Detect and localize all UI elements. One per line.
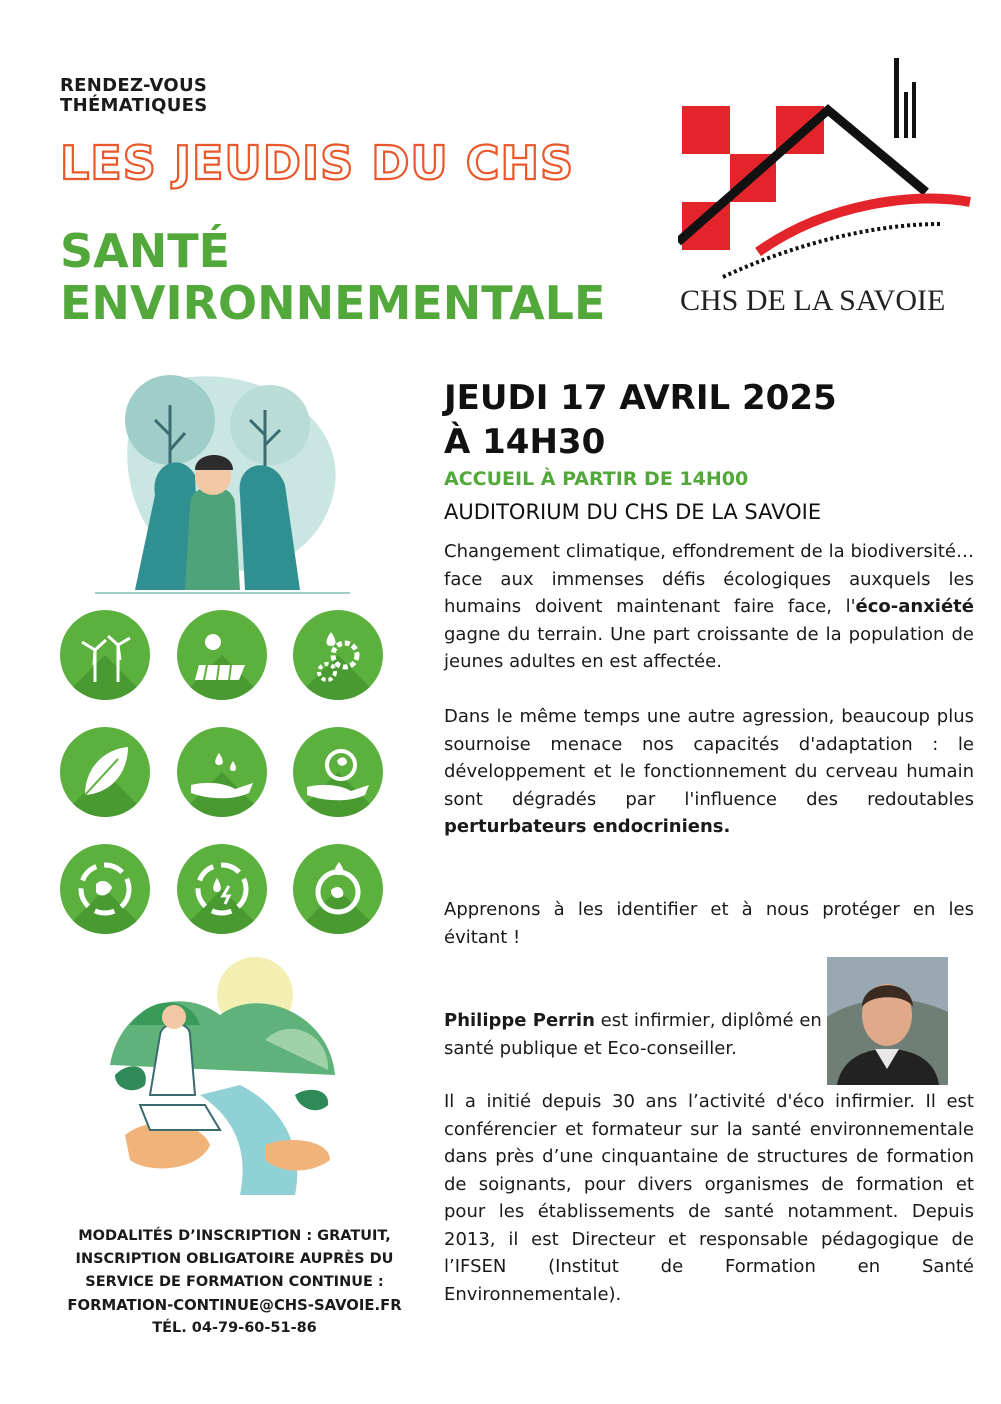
speaker-name: Philippe Perrin — [444, 1010, 595, 1031]
paragraph-call-to-action: Apprenons à les identifier et à nous protéger en les évitant ! — [444, 899, 974, 948]
paragraph-eco-anxiety — [444, 538, 974, 676]
leaf-icon — [60, 727, 150, 817]
speaker-intro — [444, 1007, 824, 1062]
registration-info — [52, 1225, 417, 1340]
registration-email[interactable]: FORMATION-CONTINUE@CHS-SAVOIE.FR — [67, 1297, 402, 1314]
event-venue: AUDITORIUM DU CHS DE LA SAVOIE — [444, 500, 822, 524]
registration-phone[interactable]: TÉL. 04-79-60-51-86 — [152, 1320, 317, 1336]
series-title: LES JEUDIS DU CHS — [60, 136, 575, 190]
gears-drops-icon — [293, 610, 383, 700]
speaker-intro-text: est infirmier, diplômé en santé publique et Eco-conseiller. — [444, 1010, 822, 1059]
hand-water-drops-icon — [177, 727, 267, 817]
chs-logo-graphic — [678, 52, 978, 322]
icon-grid — [60, 610, 380, 930]
welcome-time: ACCUEIL À PARTIR DE 14H00 — [444, 468, 749, 490]
theme-line-2: ENVIRONNEMENTALE — [60, 276, 606, 330]
p2-bold: perturbateurs endocriniens. — [444, 816, 731, 837]
hand-leaves-icon — [293, 727, 383, 817]
paragraph-endocrine — [444, 703, 974, 841]
theme-line-1: SANTÉ — [60, 224, 231, 278]
p1-text-b: gagne du terrain. Une part croissante de la population de jeunes adultes en est affectée. — [444, 623, 974, 672]
p1-text-a: Changement climatique, effondrement de la biodiversité… face aux immenses défis écologiques auxquels les humains doivent maintenant faire face, l' — [444, 541, 974, 617]
earth-leaf-icon — [293, 844, 383, 934]
chs-logo — [678, 52, 978, 322]
water-energy-cycle-icon — [177, 844, 267, 934]
registration-line-3: SERVICE DE FORMATION CONTINUE : — [85, 1274, 384, 1290]
event-time: À 14H30 — [444, 422, 606, 462]
solar-panel-icon — [177, 610, 267, 700]
earth-recycle-icon — [60, 844, 150, 934]
eco-anxiety-illustration — [95, 365, 350, 595]
speaker-bio: Il a initié depuis 30 ans l’activité d'éco infirmier. Il est conférencier et formateur sur la santé environnementale dans près d’une cinquantaine de structures de formation de soignants, pour divers organismes de formation et pour les établissements de santé notamment. Depuis 2013, il est Directeur et responsable pédagogique de l’IFSEN (Institut de Formation en Santé Environnementale). — [444, 1091, 974, 1305]
theme-title — [60, 225, 605, 329]
kicker-line-2: THÉMATIQUES — [60, 95, 208, 116]
registration-line-2: INSCRIPTION OBLIGATOIRE AUPRÈS DU — [75, 1251, 394, 1267]
event-date — [444, 376, 837, 464]
speaker-photo — [827, 957, 948, 1085]
event-date-line-1: JEUDI 17 AVRIL 2025 — [444, 378, 837, 418]
nurse-nature-illustration — [90, 945, 355, 1200]
p2-text-a: Dans le même temps une autre agression, beaucoup plus sournoise menace nos capacités d'adaptation : le développement et le fonctionnement du cerveau humain sont dégradés par l'influence des redoutables — [444, 706, 974, 810]
logo-text: CHS DE LA SAVOIE — [680, 284, 946, 317]
p1-bold: éco-anxiété — [855, 596, 974, 617]
kicker-line-1: RENDEZ-VOUS — [60, 75, 208, 96]
wind-turbine-icon — [60, 610, 150, 700]
registration-line-1: MODALITÉS D’INSCRIPTION : GRATUIT, — [78, 1228, 391, 1244]
kicker — [60, 76, 208, 116]
